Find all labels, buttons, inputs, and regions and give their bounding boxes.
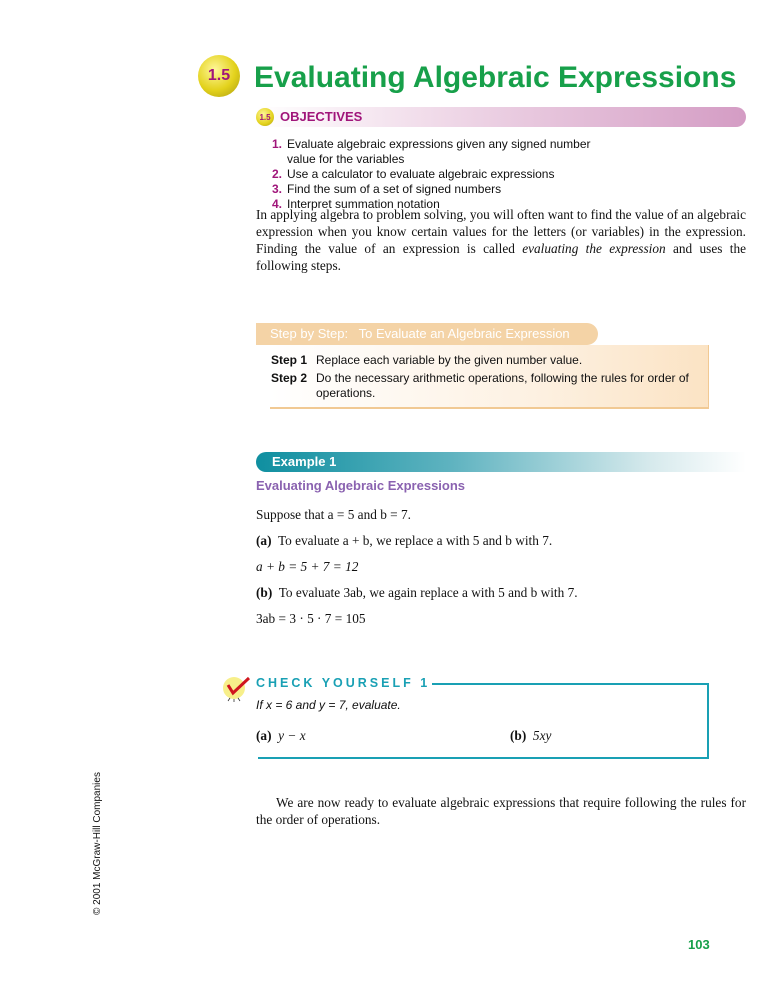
objective-text: Use a calculator to evaluate algebraic expressions [287, 167, 555, 181]
objective-item [272, 167, 612, 182]
check-part-a [256, 728, 306, 744]
intro-paragraph [256, 206, 746, 274]
objectives-label: OBJECTIVES [280, 109, 363, 124]
part-a-label: (a) [256, 533, 272, 548]
step-row [271, 353, 691, 368]
objective-number: 1. [272, 137, 283, 151]
steps-list [271, 353, 691, 401]
step-key: Step 2 [271, 371, 308, 385]
example-label: Example 1 [272, 454, 337, 469]
intro-text: In applying algebra to problem solving, you will often want to find the value of an algebraic expression when you know certain values for the letters (or variables) in the expression. Finding the value of an expression is called [256, 207, 747, 256]
objective-item [272, 137, 612, 167]
step-text: Do the necessary arithmetic operations, following the rules for order of operations. [316, 371, 689, 400]
objective-text: Interpret summation notation [287, 197, 440, 211]
step-row [271, 371, 691, 401]
part-b-label: (b) [256, 585, 273, 600]
check-a-expr: y − x [278, 728, 306, 743]
check-part-b [510, 728, 551, 744]
intro-emphasis: evaluating the expression [522, 241, 666, 256]
check-a-label: (a) [256, 728, 272, 743]
objective-item [272, 182, 612, 197]
example-suppose: Suppose that a = 5 and b = 7. [256, 507, 411, 522]
section-badge: 1.5 [198, 55, 240, 97]
example-part-a [256, 533, 552, 549]
step-key: Step 1 [271, 353, 308, 367]
example-part-b [256, 585, 578, 601]
intro-text-end: and uses the following steps. [256, 241, 746, 273]
check-yourself-prompt: If x = 6 and y = 7, evaluate. [256, 698, 401, 712]
check-b-expr: 5xy [532, 728, 552, 743]
checkmark-icon [222, 673, 252, 703]
part-a-text: To evaluate a + b, we replace a with 5 and b with 7. [277, 533, 553, 548]
objective-text: Evaluate algebraic expressions given any signed number value for the variables [287, 137, 591, 166]
copyright-sidebar: © 2001 McGraw-Hill Companies [92, 772, 103, 915]
check-yourself-title: CHECK YOURSELF 1 [256, 676, 431, 690]
check-b-label: (b) [510, 728, 527, 743]
objectives-list [272, 137, 612, 212]
objective-number: 2. [272, 167, 283, 181]
objective-number: 3. [272, 182, 283, 196]
objective-number: 4. [272, 197, 283, 211]
example-subtitle: Evaluating Algebraic Expressions [256, 478, 466, 493]
example-result-b: 3ab = 3 · 5 · 7 = 105 [256, 611, 366, 626]
step-by-step-label: Step by Step: To Evaluate an Algebraic Expression [270, 326, 570, 341]
objective-text: Find the sum of a set of signed numbers [287, 182, 502, 196]
outro-paragraph: We are now ready to evaluate algebraic expressions that require following the rules for the order of operations. [256, 795, 746, 827]
page-number: 103 [688, 937, 710, 952]
objectives-badge: 1.5 [256, 108, 274, 126]
step-text: Replace each variable by the given number value. [316, 353, 583, 367]
example-result-a: a + b = 5 + 7 = 12 [256, 559, 359, 574]
check-yourself-box [258, 683, 709, 759]
part-b-text: To evaluate 3ab, we again replace a with 5 and b with 7. [278, 585, 578, 600]
section-title: Evaluating Algebraic Expressions [254, 61, 737, 94]
